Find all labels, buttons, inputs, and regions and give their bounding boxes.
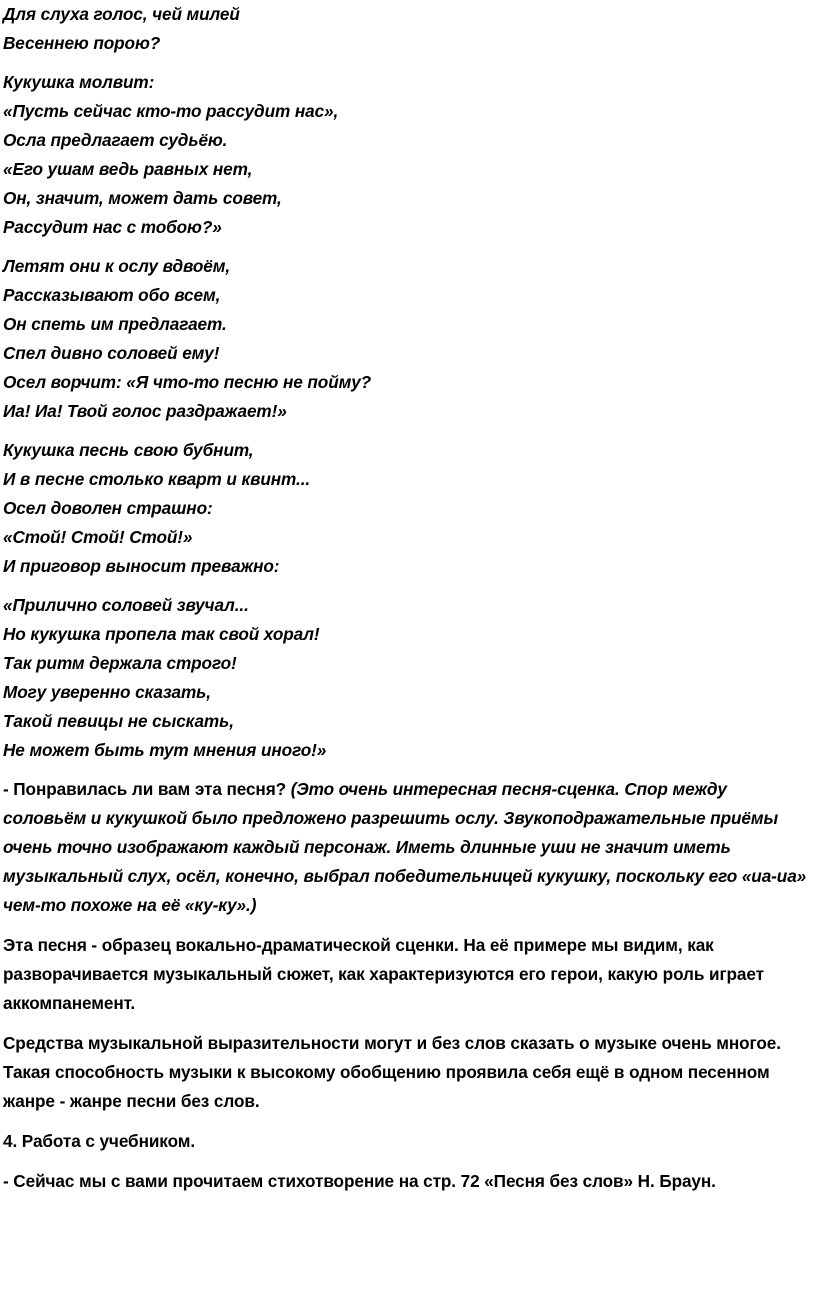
poem-line: И приговор выносит преважно: [3,556,280,576]
answer-text: (Это очень интересная песня-сценка. Спор между соловьём и кукушкой было предложено разрешить ослу. Звукоподражательные приёмы очень точно изображают каждый персонаж. Иметь длинные уши не значит иметь музыкальный слух, осёл, конечно, выбрал победительницей кукушку, поскольку его «иа-иа» чем-то похоже на её «ку-ку».) [3,779,807,915]
poem-stanza [3,591,813,765]
poem-line: Кукушка молвит: [3,72,155,92]
poem-line: Осел доволен страшно: [3,498,213,518]
poem-stanza [3,0,813,58]
poem-line: Иа! Иа! Твой голос раздражает!» [3,401,287,421]
poem-line: Осла предлагает судьёю. [3,130,228,150]
poem-line: Так ритм держала строго! [3,653,237,673]
poem-line: Весеннею порою? [3,33,161,53]
poem-line: Он спеть им предлагает. [3,314,227,334]
poem-line: «Пусть сейчас кто-то рассудит нас», [3,101,339,121]
poem-line: Осел ворчит: «Я что-то песню не пойму? [3,372,372,392]
poem-line: Рассудит нас с тобою?» [3,217,222,237]
body-paragraph: Средства музыкальной выразительности могут и без слов сказать о музыке очень многое. Такая способность музыки к высокому обобщению проявила себя ещё в одном песенном жанре - жанре песни без слов. [3,1033,781,1111]
poem-stanza [3,436,813,581]
section-heading: 4. Работа с учебником. [3,1131,196,1151]
poem-line: Но кукушка пропела так свой хорал! [3,624,320,644]
poem-stanza [3,252,813,426]
document-page [3,0,813,1207]
poem-line: «Его ушам ведь равных нет, [3,159,253,179]
poem-line: Для слуха голос, чей милей [3,4,240,24]
poem-line: Такой певицы не сыскать, [3,711,234,731]
question-paragraph [3,775,813,920]
poem-line: Кукушка песнь свою бубнит, [3,440,254,460]
poem-line: Рассказывают обо всем, [3,285,221,305]
poem-line: И в песне столько кварт и квинт... [3,469,311,489]
poem-line: Не может быть тут мнения иного!» [3,740,327,760]
body-paragraph: Эта песня - образец вокально-драматической сценки. На её примере мы видим, как разворачивается музыкальный сюжет, как характеризуются его герои, какую роль играет аккомпанемент. [3,935,764,1013]
question-text: - Понравилась ли вам эта песня? [3,779,291,799]
poem-line: Летят они к ослу вдвоём, [3,256,231,276]
poem-line: Спел дивно соловей ему! [3,343,220,363]
poem-line: Он, значит, может дать совет, [3,188,282,208]
poem-line: Могу уверенно сказать, [3,682,211,702]
poem-line: «Прилично соловей звучал... [3,595,249,615]
body-paragraph: - Сейчас мы с вами прочитаем стихотворение на стр. 72 «Песня без слов» Н. Браун. [3,1171,716,1191]
poem-line: «Стой! Стой! Стой!» [3,527,193,547]
poem-stanza [3,68,813,242]
